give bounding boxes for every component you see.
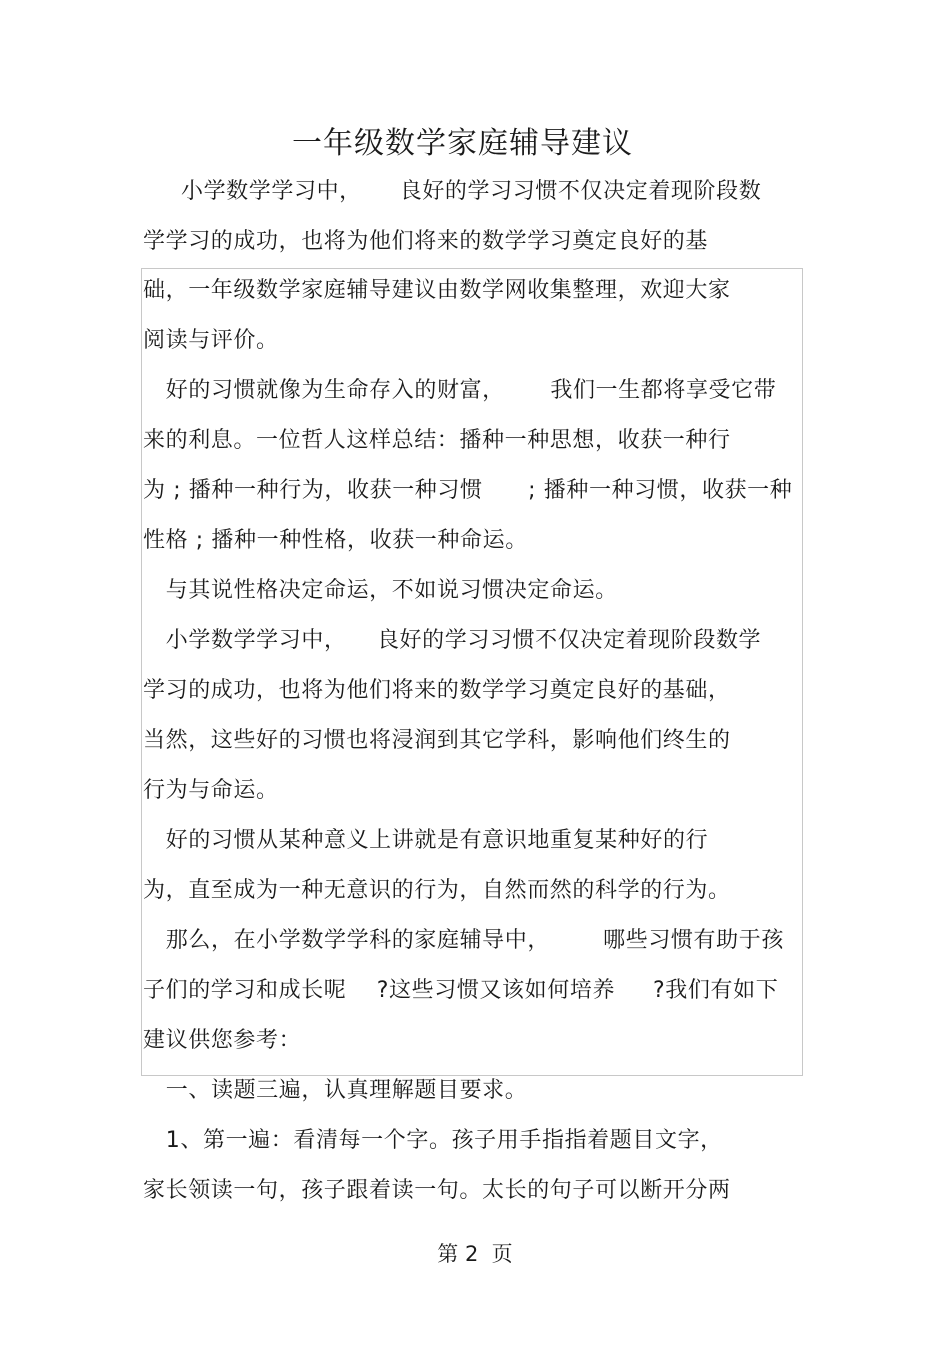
body-line: 好的习惯就像为生命存入的财富， 我们一生都将享受它带 [143, 378, 777, 403]
body-line: 学习的成功，也将为他们将来的数学学习奠定良好的基础， [143, 678, 731, 703]
body-line: 一、读题三遍，认真理解题目要求。 [143, 1078, 528, 1103]
body-line: 1、第一遍：看清每一个字。孩子用手指指着题目文字， [143, 1128, 723, 1153]
page-number: 第 2 页 [437, 1242, 513, 1266]
body-line: 家长领读一句，孩子跟着读一句。太长的句子可以断开分两 [143, 1178, 731, 1203]
body-line: 当然，这些好的习惯也将浸润到其它学科，影响他们终生的 [143, 728, 731, 753]
body-line: 小学数学学习中， 良好的学习习惯不仅决定着现阶段数 [143, 179, 762, 204]
body-line: 学学习的成功，也将为他们将来的数学学习奠定良好的基 [143, 229, 709, 254]
body-line: 性格 ; 播种一种性格，收获一种命运。 [143, 528, 528, 553]
document-title: 一年级数学家庭辅导建议 [292, 126, 633, 161]
body-line: 为 ; 播种一种行为，收获一种习惯 ; 播种一种习惯，收获一种 [143, 478, 793, 503]
body-line: 子们的学习和成长呢 ?这些习惯又该如何培养 ?我们有如下 [143, 978, 779, 1003]
body-line: 来的利息。一位哲人这样总结：播种一种思想，收获一种行 [143, 428, 731, 453]
body-line: 好的习惯从某种意义上讲就是有意识地重复某种好的行 [143, 828, 709, 853]
body-line: 行为与命运。 [143, 778, 279, 803]
body-line: 础，一年级数学家庭辅导建议由数学网收集整理，欢迎大家 [143, 278, 731, 303]
body-line: 那么，在小学数学学科的家庭辅导中， 哪些习惯有助于孩 [143, 928, 784, 953]
body-line: 建议供您参考： [143, 1028, 302, 1053]
body-line: 为，直至成为一种无意识的行为，自然而然的科学的行为。 [143, 878, 731, 903]
body-line: 与其说性格决定命运，不如说习惯决定命运。 [143, 578, 618, 603]
body-line: 小学数学学习中， 良好的学习习惯不仅决定着现阶段数学 [143, 628, 762, 653]
body-line: 阅读与评价。 [143, 328, 279, 353]
